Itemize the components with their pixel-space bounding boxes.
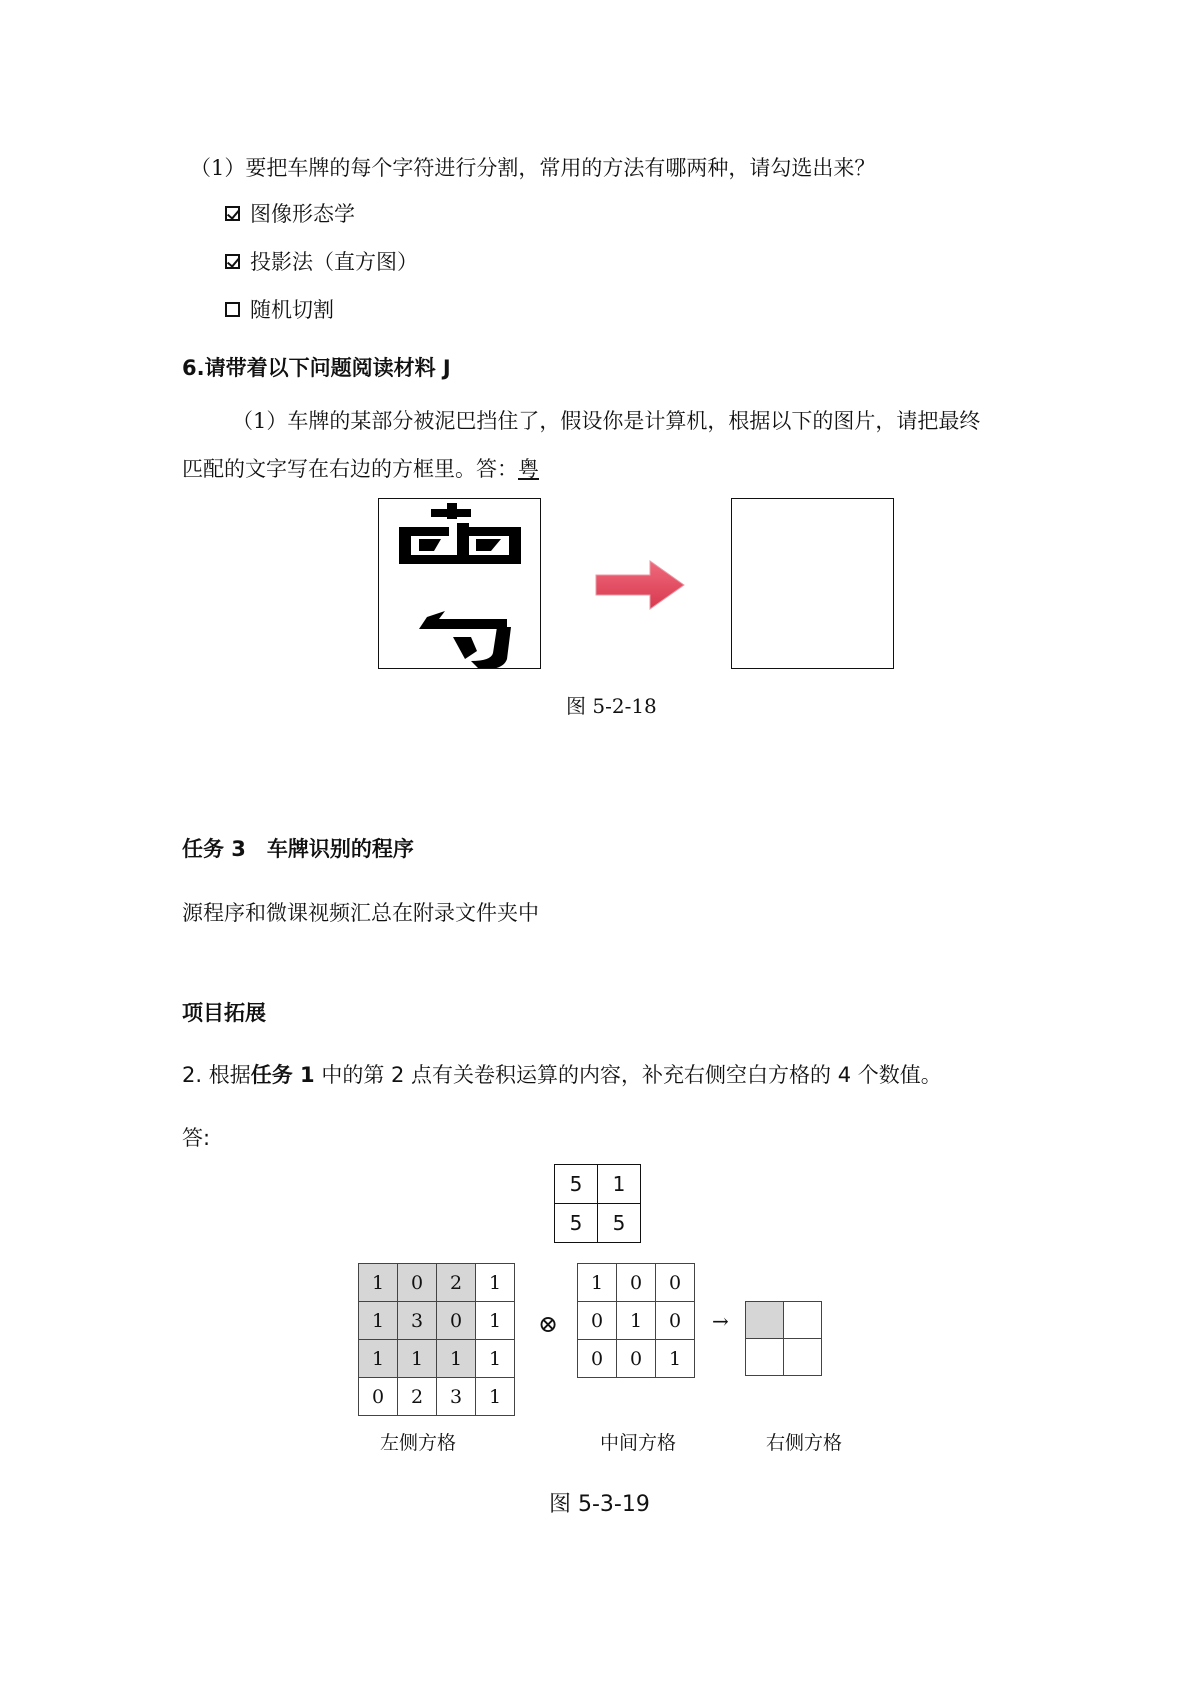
grid-cell: 1	[578, 1264, 617, 1302]
arrow-right-icon: →	[712, 1309, 729, 1333]
grid-cell: 1	[476, 1264, 515, 1302]
grid-cell: 1	[476, 1340, 515, 1378]
grid-cell: 1	[359, 1264, 398, 1302]
paragraph-text: 匹配的文字写在右边的方框里。答：	[182, 457, 518, 481]
grid-cell: 0	[617, 1264, 656, 1302]
grid-cell: 1	[437, 1340, 476, 1378]
checkbox-unchecked-icon[interactable]	[225, 302, 240, 317]
middle-grid-label: 中间方格	[600, 1432, 677, 1454]
extension-heading: 项目拓展	[182, 1001, 266, 1025]
grid-cell: 5	[555, 1204, 598, 1243]
figure-caption: 图 5-3-19	[549, 1492, 650, 1517]
grid-cell: 0	[578, 1340, 617, 1378]
grid-cell: 0	[359, 1378, 398, 1416]
answer-text: 粤	[518, 457, 539, 481]
grid-cell: 1	[476, 1378, 515, 1416]
right-grid	[745, 1301, 822, 1376]
checkbox-checked-icon[interactable]	[225, 254, 240, 269]
convolution-operator-icon: ⊗	[538, 1310, 559, 1338]
grid-cell: 2	[398, 1378, 437, 1416]
option-label: 随机切割	[250, 298, 334, 322]
grid-cell: 0	[398, 1264, 437, 1302]
option-random-cut[interactable]	[225, 294, 334, 324]
q2-suffix: 中的第 2 点有关卷积运算的内容，补充右侧空白方格的 4 个数值。	[314, 1063, 942, 1087]
q2-prefix: 2. 根据	[182, 1063, 251, 1087]
grid-cell: 0	[617, 1340, 656, 1378]
grid-cell[interactable]	[784, 1302, 822, 1339]
grid-cell: 5	[598, 1204, 641, 1243]
question-1-text: （1）要把车牌的每个字符进行分割，常用的方法有哪两种，请勾选出来？	[190, 156, 876, 180]
grid-cell: 1	[656, 1340, 695, 1378]
answer-label: 答:	[182, 1126, 211, 1150]
grid-cell: 1	[617, 1302, 656, 1340]
grid-cell[interactable]	[784, 1339, 822, 1376]
grid-cell[interactable]	[746, 1339, 784, 1376]
grid-cell: 1	[598, 1165, 641, 1204]
left-grid	[358, 1263, 515, 1416]
right-grid-label: 右侧方格	[766, 1432, 843, 1454]
grid-cell: 1	[398, 1340, 437, 1378]
grid-cell: 1	[476, 1302, 515, 1340]
grid-cell: 3	[398, 1302, 437, 1340]
figure-caption: 图 5-2-18	[566, 694, 657, 718]
grid-cell: 0	[578, 1302, 617, 1340]
grid-cell: 5	[555, 1165, 598, 1204]
left-grid-label: 左侧方格	[380, 1432, 457, 1454]
grid-cell: 0	[656, 1302, 695, 1340]
task-3-text: 源程序和微课视频汇总在附录文件夹中	[182, 901, 539, 925]
occluded-character-image	[378, 498, 541, 669]
section-6-paragraph-line2	[182, 453, 539, 483]
option-morphology[interactable]	[225, 198, 355, 228]
section-6-heading: 6.请带着以下问题阅读材料 J	[182, 356, 451, 380]
grid-cell: 2	[437, 1264, 476, 1302]
grid-cell: 3	[437, 1378, 476, 1416]
section-6-paragraph-line1: （1）车牌的某部分被泥巴挡住了，假设你是计算机，根据以下的图片，请把最终	[232, 409, 981, 433]
grid-cell: 1	[359, 1302, 398, 1340]
answer-box-empty[interactable]	[731, 498, 894, 669]
question-2-text	[182, 1059, 942, 1089]
checkbox-checked-icon[interactable]	[225, 206, 240, 221]
option-label: 投影法（直方图）	[250, 250, 418, 274]
option-projection[interactable]	[225, 246, 418, 276]
grid-cell: 0	[656, 1264, 695, 1302]
grid-cell: 0	[437, 1302, 476, 1340]
q2-bold: 任务 1	[250, 1063, 315, 1087]
partial-character-glyph	[379, 499, 541, 669]
grid-cell[interactable]	[746, 1302, 784, 1339]
result-grid	[554, 1164, 641, 1243]
task-3-heading: 任务 3 车牌识别的程序	[182, 837, 414, 861]
grid-cell: 1	[359, 1340, 398, 1378]
middle-grid	[577, 1263, 695, 1378]
right-arrow-icon	[592, 555, 690, 615]
option-label: 图像形态学	[250, 202, 355, 226]
